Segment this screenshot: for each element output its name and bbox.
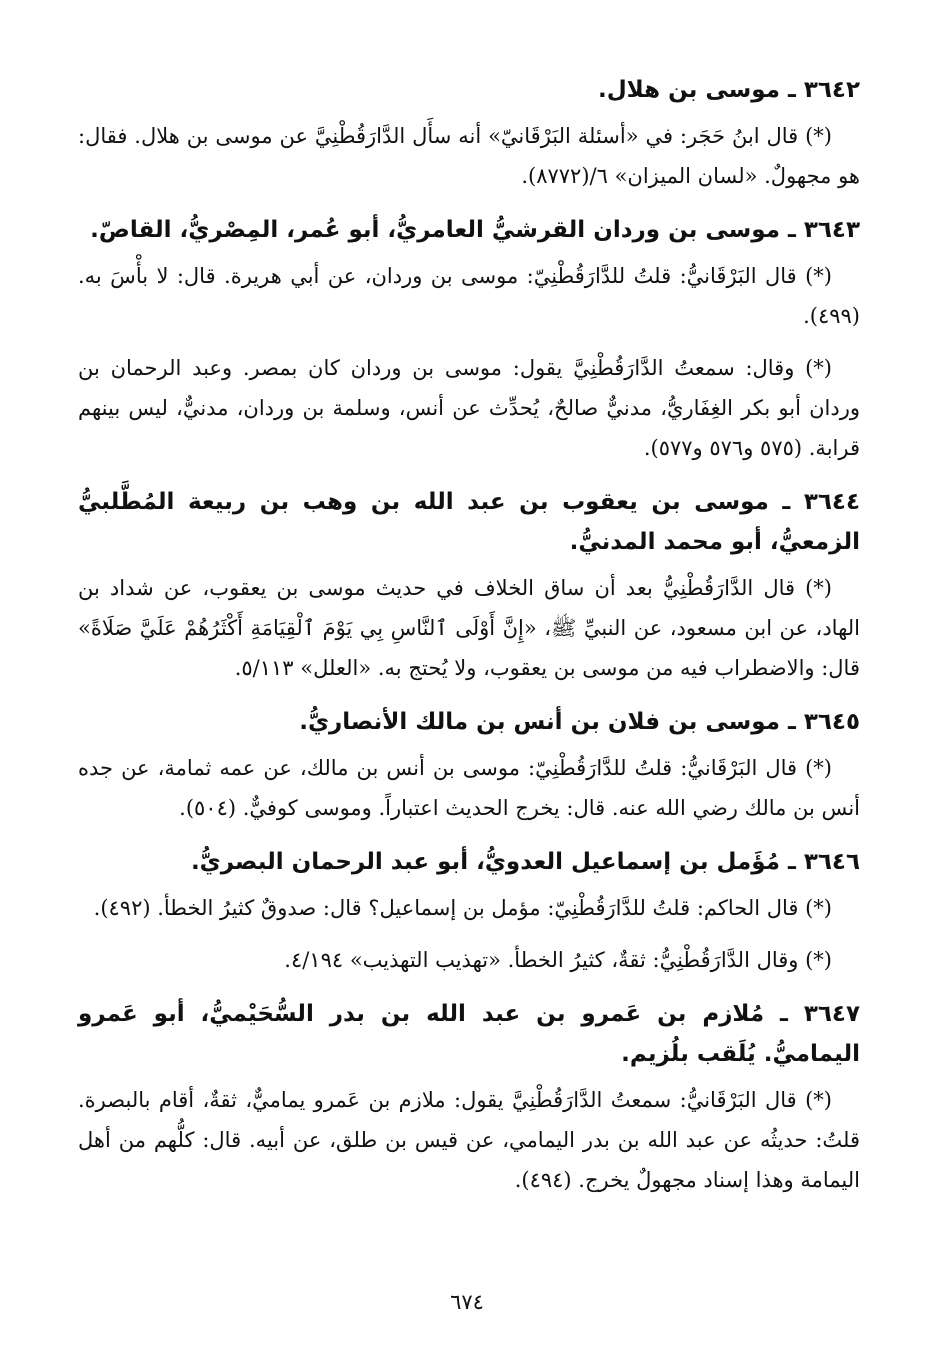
entry-paragraph: (*) قال الحاكم: قلتُ للدَّارَقُطْنِيّ: مؤمل بن إسماعيل؟ قال: صدوقٌ كثيرُ الخطأ. (٤٩٢). [93, 896, 832, 920]
entry-heading: ٣٦٤٤ ـ موسى بن يعقوب بن عبد الله بن وهب بن ربيعة المُطَّلبيُّ الزمعيُّ، أبو محمد المدنيُّ. [78, 489, 860, 555]
entry-paragraph: (*) قال البَرْقَانيُّ: قلتُ للدَّارَقُطْنِيّ: موسى بن وردان، عن أبي هريرة. قال: لا بأْسَ به. (٤٩٩). [78, 264, 860, 328]
entry-paragraph: (*) قال البَرْقَانيُّ: قلتُ للدَّارَقُطْنِيّ: موسى بن أنس بن مالك، عن عمه ثمامة، عن جده أنس بن مالك رضي الله عنه. قال: يخرج الحديث اعتباراً. وموسى كوفيٌّ. (٥٠٤). [78, 756, 860, 820]
entry-paragraph: (*) وقال: سمعتُ الدَّارَقُطْنِيَّ يقول: موسى بن وردان كان بمصر. وعبد الرحمان بن وردان أبو بكر الغِفَاريُّ، مدنيٌّ صالحٌ، يُحدِّث عن أنس، وسلمة بن وردان، مدنيٌّ، ليس بينهم قرابة. (٥٧٥ و٥٧٦ و٥٧٧). [78, 356, 860, 460]
entry-paragraph: (*) قال ابنُ حَجَر: في «أسئلة البَرْقَانيّ» أنه سأَل الدَّارَقُطْنِيَّ عن موسى بن هلال. فقال: هو مجهولٌ. «لسان الميزان» ٦/(٨٧٧٢). [78, 124, 860, 188]
entry-paragraph: (*) وقال الدَّارَقُطْنِيُّ: ثقةٌ، كثيرُ الخطأ. «تهذيب التهذيب» ٤/١٩٤. [284, 948, 832, 972]
entry-heading: ٣٦٤٧ ـ مُلازم بن عَمرو بن عبد الله بن بدر السُّحَيْميُّ، أبو عَمرو اليماميُّ. يُلَقب بلُزيم. [78, 1001, 860, 1067]
entry-heading: ٣٦٤٢ ـ موسى بن هلال. [597, 77, 860, 103]
entry-3646 [78, 842, 860, 980]
entry-3643 [78, 210, 860, 468]
entry-3644 [78, 482, 860, 688]
entry-heading: ٣٦٤٥ ـ موسى بن فلان بن أنس بن مالك الأنصاريُّ. [299, 709, 860, 735]
entry-paragraph: (*) قال البَرْقَانيُّ: سمعتُ الدَّارَقُطْنِيَّ يقول: ملازم بن عَمرو يماميٌّ، ثقةٌ، أقام بالبصرة. قلتُ: حديثُه عن عبد الله بن بدر اليمامي، عن قيس بن طلق، عن أبيه. قال: كلُّهم من أهل اليمامة وهذا إسناد مجهولٌ يخرج. (٤٩٤). [78, 1088, 860, 1192]
entry-heading: ٣٦٤٦ ـ مُؤَمل بن إسماعيل العدويُّ، أبو عبد الرحمان البصريُّ. [190, 849, 860, 875]
entry-3645 [78, 702, 860, 828]
entry-3647 [78, 994, 860, 1200]
entry-paragraph: (*) قال الدَّارَقُطْنِيُّ بعد أن ساق الخلاف في حديث موسى بن يعقوب، عن شداد بن الهاد، عن ابن مسعود، عن النبيِّ ﷺ، «إِنَّ أَوْلَى ٱلنَّاسِ بِي يَوْمَ ٱلْقِيَامَةِ أَكْثَرُهُمْ عَلَيَّ صَلَاةً» قال: والاضطراب فيه من موسى بن يعقوب، ولا يُحتج به. «العلل» ٥/١١٣. [78, 576, 860, 680]
entry-3642 [78, 70, 860, 196]
entry-heading: ٣٦٤٣ ـ موسى بن وردان القرشيُّ العامريُّ، أبو عُمر، المِصْريُّ، القاصّ. [90, 217, 860, 243]
book-page [78, 70, 860, 1214]
page-number: ٦٧٤ [450, 1290, 484, 1314]
